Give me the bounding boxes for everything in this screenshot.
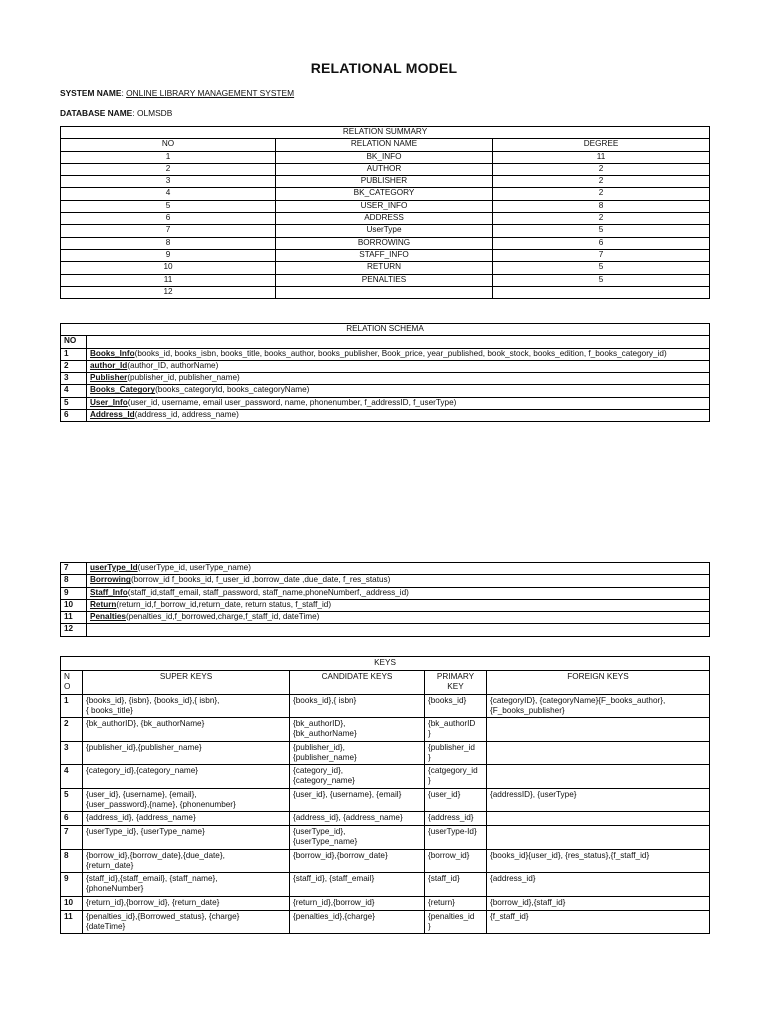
system-name-line: SYSTEM NAME: ONLINE LIBRARY MANAGEMENT SYSTEM: [60, 88, 295, 98]
candidate-keys-cell: {address_id}, {address_name}: [290, 812, 425, 826]
summary-no-cell: 10: [61, 262, 276, 274]
summary-degree-cell: 2: [493, 176, 710, 188]
candidate-keys-cell: {publisher_id}, {publisher_name}: [290, 741, 425, 765]
summary-degree-cell: 8: [493, 200, 710, 212]
summary-no-cell: 3: [61, 176, 276, 188]
relation-name: Staff_Info: [90, 587, 128, 597]
relation-name: Books_Category: [90, 385, 156, 395]
schema-no-cell: 1: [61, 348, 87, 360]
keys-header-row: [61, 671, 710, 695]
primary-key-cell: {bk_authorID }: [425, 718, 487, 742]
summary-row: [61, 200, 710, 212]
keys-row: [61, 694, 710, 718]
summary-relation-name-cell: PUBLISHER: [276, 176, 493, 188]
schema-no-cell: 5: [61, 397, 87, 409]
foreign-keys-cell: {borrow_id},{staff_id}: [487, 896, 710, 910]
summary-relation-name-cell: [276, 286, 493, 298]
relation-name: Return: [90, 599, 117, 609]
relation-attributes: (return_id,f_borrow_id,return_date, return status, f_staff_id): [116, 599, 332, 609]
schema-definition-cell: [87, 360, 710, 372]
candidate-keys-cell: {user_id}, {username}, {email}: [290, 788, 425, 812]
summary-row: [61, 286, 710, 298]
summary-relation-name-cell: STAFF_INFO: [276, 249, 493, 261]
summary-relation-name-cell: USER_INFO: [276, 200, 493, 212]
keys-no-cell: 4: [61, 765, 83, 789]
schema-no-cell: 8: [61, 575, 87, 587]
system-name-label: SYSTEM NAME: [60, 88, 122, 98]
relation-attributes: (staff_id,staff_email, staff_password, staff_name,phoneNumberf,_address_id): [127, 587, 409, 597]
keys-row: [61, 718, 710, 742]
keys-row: [61, 896, 710, 910]
schema-no-cell: 9: [61, 587, 87, 599]
summary-no-cell: 5: [61, 200, 276, 212]
summary-degree-cell: 5: [493, 225, 710, 237]
schema-header-empty: [87, 336, 710, 348]
relation-name: userType_Id: [90, 563, 138, 572]
keys-no-cell: 10: [61, 896, 83, 910]
relation-name: User_Info: [90, 397, 128, 407]
schema-definition-cell: [87, 410, 710, 422]
keys-column-header: FOREIGN KEYS: [487, 671, 710, 695]
candidate-keys-cell: {userType_id}, {userType_name}: [290, 826, 425, 850]
candidate-keys-cell: {staff_id}, {staff_email}: [290, 873, 425, 897]
keys-column-header: SUPER KEYS: [83, 671, 290, 695]
primary-key-cell: {return}: [425, 896, 487, 910]
relation-name: Penalties: [90, 612, 126, 622]
schema-no-cell: 7: [61, 563, 87, 575]
foreign-keys-cell: {categoryID}, {categoryName}{F_books_author}, {F_books_publisher}: [487, 694, 710, 718]
foreign-keys-cell: [487, 718, 710, 742]
schema-no-cell: 2: [61, 360, 87, 372]
schema-definition-cell: [87, 575, 710, 587]
schema-caption-row: [61, 324, 710, 336]
summary-relation-name-cell: BORROWING: [276, 237, 493, 249]
schema-row: [61, 397, 710, 409]
summary-no-cell: 2: [61, 163, 276, 175]
keys-no-cell: 5: [61, 788, 83, 812]
summary-no-cell: 8: [61, 237, 276, 249]
candidate-keys-cell: {books_id},{ isbn}: [290, 694, 425, 718]
summary-row: [61, 249, 710, 261]
foreign-keys-cell: [487, 812, 710, 826]
schema-no-header: NO: [61, 336, 87, 348]
primary-key-cell: {user_id}: [425, 788, 487, 812]
keys-row: [61, 765, 710, 789]
schema-definition-cell: [87, 563, 710, 575]
summary-relation-name-cell: PENALTIES: [276, 274, 493, 286]
schema-row: [61, 385, 710, 397]
summary-degree-cell: 5: [493, 262, 710, 274]
summary-row: [61, 163, 710, 175]
keys-no-cell: 6: [61, 812, 83, 826]
summary-no-cell: 6: [61, 213, 276, 225]
summary-column-header: NO: [61, 139, 276, 151]
super-keys-cell: {bk_authorID}, {bk_authorName}: [83, 718, 290, 742]
keys-no-cell: 8: [61, 849, 83, 873]
foreign-keys-cell: [487, 741, 710, 765]
schema-no-cell: 6: [61, 410, 87, 422]
summary-row: [61, 274, 710, 286]
keys-table: [60, 656, 710, 934]
summary-row: [61, 225, 710, 237]
keys-row: [61, 741, 710, 765]
relation-name: Publisher: [90, 373, 128, 383]
schema-caption: RELATION SCHEMA: [61, 324, 710, 336]
summary-no-cell: 7: [61, 225, 276, 237]
relation-name: Address_Id: [90, 410, 135, 420]
summary-degree-cell: 6: [493, 237, 710, 249]
super-keys-cell: {staff_id},{staff_email}, {staff_name}, {phoneNumber}: [83, 873, 290, 897]
super-keys-cell: {return_id},{borrow_id}, {return_date}: [83, 896, 290, 910]
summary-row: [61, 213, 710, 225]
relation-attributes: (userType_id, userType_name): [137, 563, 251, 572]
primary-key-cell: {catgegory_id }: [425, 765, 487, 789]
relation-attributes: (borrow_id f_books_id, f_user_id ,borrow_date ,due_date, f_res_status): [130, 575, 391, 585]
schema-no-cell: 12: [61, 624, 87, 636]
relation-schema-table-continued: [60, 562, 710, 637]
summary-no-cell: 9: [61, 249, 276, 261]
summary-no-cell: 12: [61, 286, 276, 298]
relation-summary-table: [60, 126, 710, 299]
summary-degree-cell: 5: [493, 274, 710, 286]
primary-key-cell: {borrow_id}: [425, 849, 487, 873]
foreign-keys-cell: {addressID}, {userType}: [487, 788, 710, 812]
summary-degree-cell: 11: [493, 151, 710, 163]
schema-no-cell: 3: [61, 373, 87, 385]
schema-row: [61, 587, 710, 599]
relation-attributes: (address_id, address_name): [134, 410, 239, 420]
keys-no-cell: 7: [61, 826, 83, 850]
summary-degree-cell: 2: [493, 163, 710, 175]
super-keys-cell: {books_id}, {isbn}, {books_id},{ isbn}, { books_title}: [83, 694, 290, 718]
super-keys-cell: {user_id}, {username}, {email}, {user_password},{name}, {phonenumber}: [83, 788, 290, 812]
primary-key-cell: {staff_id}: [425, 873, 487, 897]
summary-relation-name-cell: RETURN: [276, 262, 493, 274]
database-name-value: OLMSDB: [136, 108, 173, 118]
keys-no-cell: 2: [61, 718, 83, 742]
summary-relation-name-cell: BK_CATEGORY: [276, 188, 493, 200]
foreign-keys-cell: [487, 826, 710, 850]
schema-row: [61, 373, 710, 385]
schema-definition-cell: [87, 599, 710, 611]
summary-header-row: [61, 139, 710, 151]
super-keys-cell: {publisher_id},{publisher_name}: [83, 741, 290, 765]
super-keys-cell: {userType_id}, {userType_name}: [83, 826, 290, 850]
summary-row: [61, 262, 710, 274]
summary-degree-cell: 2: [493, 213, 710, 225]
summary-caption: RELATION SUMMARY: [61, 127, 710, 139]
relation-attributes: (publisher_id, publisher_name): [127, 373, 240, 383]
foreign-keys-cell: [487, 765, 710, 789]
candidate-keys-cell: {penalties_id},{charge}: [290, 910, 425, 934]
keys-row: [61, 849, 710, 873]
foreign-keys-cell: {f_staff_id}: [487, 910, 710, 934]
keys-column-header: CANDIDATE KEYS: [290, 671, 425, 695]
schema-no-cell: 11: [61, 612, 87, 624]
keys-no-cell: 11: [61, 910, 83, 934]
relation-attributes: (books_id, books_isbn, books_title, books_author, books_publisher, Book_price, year_published, book_stock, books_edition, f_books_category_id): [134, 348, 667, 358]
keys-row: [61, 788, 710, 812]
keys-column-header: PRIMARY KEY: [425, 671, 487, 695]
summary-relation-name-cell: ADDRESS: [276, 213, 493, 225]
schema-row: [61, 410, 710, 422]
relation-name: Books_Info: [90, 348, 135, 358]
summary-row: [61, 151, 710, 163]
candidate-keys-cell: {borrow_id},{borrow_date}: [290, 849, 425, 873]
keys-row: [61, 826, 710, 850]
schema-row: [61, 624, 710, 636]
summary-degree-cell: 2: [493, 188, 710, 200]
relation-name: author_Id: [90, 360, 128, 370]
keys-no-cell: 3: [61, 741, 83, 765]
schema-definition-cell: [87, 385, 710, 397]
keys-column-header: N O: [61, 671, 83, 695]
summary-caption-row: [61, 127, 710, 139]
schema-definition-cell: [87, 373, 710, 385]
keys-no-cell: 9: [61, 873, 83, 897]
schema-definition-cell: [87, 587, 710, 599]
summary-no-cell: 4: [61, 188, 276, 200]
summary-relation-name-cell: AUTHOR: [276, 163, 493, 175]
relation-name: Borrowing: [90, 575, 131, 585]
system-name-value: ONLINE LIBRARY MANAGEMENT SYSTEM: [126, 88, 295, 98]
schema-row: [61, 360, 710, 372]
summary-no-cell: 11: [61, 274, 276, 286]
summary-column-header: DEGREE: [493, 139, 710, 151]
summary-column-header: RELATION NAME: [276, 139, 493, 151]
super-keys-cell: {address_id}, {address_name}: [83, 812, 290, 826]
database-name-label: DATABASE NAME: [60, 108, 133, 118]
schema-no-cell: 10: [61, 599, 87, 611]
schema-row: [61, 563, 710, 575]
keys-no-cell: 1: [61, 694, 83, 718]
summary-relation-name-cell: BK_INFO: [276, 151, 493, 163]
relation-attributes: (author_ID, authorName): [127, 360, 219, 370]
foreign-keys-cell: {books_id}{user_id}, {res_status},{f_staff_id}: [487, 849, 710, 873]
keys-row: [61, 812, 710, 826]
keys-row: [61, 873, 710, 897]
schema-row: [61, 612, 710, 624]
summary-row: [61, 188, 710, 200]
schema-definition-cell: [87, 612, 710, 624]
keys-caption-row: [61, 657, 710, 671]
schema-definition-cell: [87, 397, 710, 409]
super-keys-cell: {borrow_id},{borrow_date},{due_date}, {return_date}: [83, 849, 290, 873]
summary-relation-name-cell: UserType: [276, 225, 493, 237]
super-keys-cell: {penalties_id},{Borrowed_status}, {charge} {dateTime}: [83, 910, 290, 934]
keys-row: [61, 910, 710, 934]
primary-key-cell: {books_id}: [425, 694, 487, 718]
summary-degree-cell: [493, 286, 710, 298]
relation-attributes: (user_id, username, email user_password, name, phonenumber, f_addressID, f_userType): [127, 397, 457, 407]
super-keys-cell: {category_id},{category_name}: [83, 765, 290, 789]
candidate-keys-cell: {category_id}, {category_name}: [290, 765, 425, 789]
summary-row: [61, 176, 710, 188]
schema-no-header-row: [61, 336, 710, 348]
schema-definition-cell: [87, 348, 710, 360]
relation-schema-table: [60, 323, 710, 422]
summary-degree-cell: 7: [493, 249, 710, 261]
schema-row: [61, 348, 710, 360]
summary-no-cell: 1: [61, 151, 276, 163]
relation-attributes: (books_categoryId, books_categoryName): [155, 385, 310, 395]
candidate-keys-cell: {return_id},{borrow_id}: [290, 896, 425, 910]
primary-key-cell: {publisher_id }: [425, 741, 487, 765]
schema-definition-cell: [87, 624, 710, 636]
primary-key-cell: {userType-Id}: [425, 826, 487, 850]
schema-row: [61, 599, 710, 611]
schema-row: [61, 575, 710, 587]
primary-key-cell: {penalties_id }: [425, 910, 487, 934]
database-name-line: DATABASE NAME: OLMSDB: [60, 108, 173, 118]
schema-no-cell: 4: [61, 385, 87, 397]
candidate-keys-cell: {bk_authorID}, {bk_authorName}: [290, 718, 425, 742]
page-title: RELATIONAL MODEL: [310, 60, 458, 76]
summary-row: [61, 237, 710, 249]
foreign-keys-cell: {address_id}: [487, 873, 710, 897]
relation-attributes: (penalties_id,f_borrowed,charge,f_staff_id, dateTime): [125, 612, 320, 622]
primary-key-cell: {address_id}: [425, 812, 487, 826]
keys-caption: KEYS: [61, 657, 710, 671]
